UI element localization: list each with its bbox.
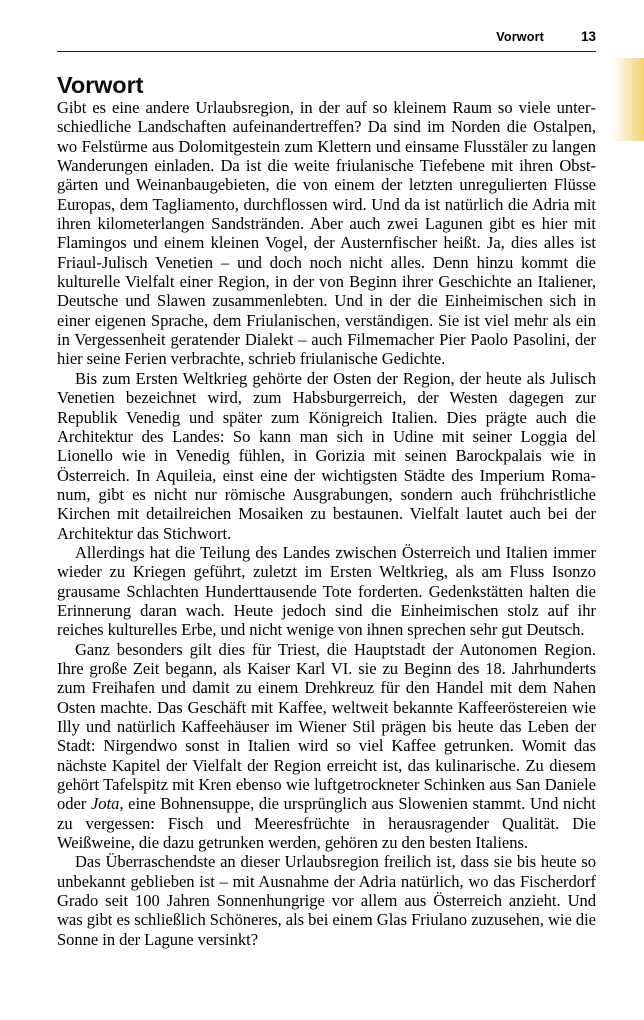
running-head: [57, 30, 596, 52]
paragraph-4: [57, 640, 596, 853]
page-number: 13: [581, 29, 596, 44]
paragraph-4-part-1: Ganz besonders gilt dies für Triest, die Hauptstadt der Autonomen Region. Ihre große Zeit begann, als Kaiser Karl VI. sie zu Beginn des 18. Jahrhunderts zum Freihafen und damit zu einem Drehkreuz für den Handel mit dem Nahen Osten machte. Das Geschäft mit Kaffee, weltweit bekannte Kaffeeröstereien wie Illy und natürlich Kaffeehäuser im Wiener Stil prägen bis heute das Leben der Stadt: Nirgendwo sonst in Italien wird so viel Kaffee getrunken. Womit das nächste Kapitel der Vielfalt der Region erreicht ist, das kulinarische. Zu diesem gehört Tafelspitz mit Kren ebenso wie luftgetrockneter Schinken aus San Daniele oder: [57, 639, 596, 814]
paragraph-1: Gibt es eine andere Urlaubsregion, in der auf so kleinem Raum so viele unterschiedliche Landschaften aufeinandertreffen? Da sind im Norden die Ostalpen, wo Felstürme aus Dolomitgestein zum Klettern und einsame Flusstäler zu langen Wanderungen einladen. Da ist die weite friulanische Tiefebene mit ihren Obstgärten und Weinanbaugebieten, die von einem der letzten unregulierten Flüsse Europas, dem Tagliamento, durchflossen wird. Und da ist natürlich die Adria mit ihren kilometerlangen Sandstränden. Aber auch zwei Lagunen gibt es hier mit Flamingos und einem kleinen Vogel, der Austernfischer heißt. Ja, dies alles ist Friaul-Julisch Venetien – und doch noch nicht alles. Denn hinzu kommt die kulturelle Vielfalt einer Region, in der von Beginn ihrer Geschichte an Italiener, Deutsche und Slawen zusammenlebten. Und in der die Einheimischen sich in einer eigenen Sprache, dem Friulanischen, verständigen. Sie ist viel mehr als ein in Vergessenheit geratender Dialekt – auch Filmemacher Pier Paolo Pasolini, der hier seine Ferien verbrachte, schrieb friulanische Gedichte.: [57, 98, 596, 369]
italic-term-jota: Jota: [90, 794, 120, 814]
paragraph-4-part-2: , eine Bohnensuppe, die ursprünglich aus Slowenien stammt. Und nicht zu vergessen: Fisch und Meeresfrüchte in herausragender Qualität. Die Weißweine, die dazu getrunken werden, gehören zu den besten Italiens.: [57, 794, 596, 853]
paragraph-5: Das Überraschendste an dieser Urlaubsregion freilich ist, dass sie bis heute so unbekannt geblieben ist – mit Ausnahme der Adria natürlich, wo das Fischerdorf Grado seit 100 Jahren Sonnenhungrige vor allem aus Österreich anzieht. Und was gibt es schließlich Schöneres, als bei einem Glas Friulano zuzusehen, wie die Sonne in der Lagune versinkt?: [57, 852, 596, 949]
running-head-title: Vorwort: [496, 30, 544, 44]
chapter-thumb-tab: [610, 58, 644, 141]
page-title: Vorwort: [57, 71, 144, 98]
paragraph-2: Bis zum Ersten Weltkrieg gehörte der Osten der Region, der heute als Julisch Venetien bezeichnet wird, zum Habsburgerreich, der Westen dagegen zur Republik Venedig und später zum Königreich Italien. Dies prägte auch die Architektur des Landes: So kann man sich in Udine mit seiner Loggia del Lionello wie in Venedig fühlen, in Gorizia mit seinen Barockpalais wie in Österreich. In Aquileia, einst eine der wichtigsten Städte des Imperium Romanum, gibt es nicht nur römische Ausgrabungen, sondern auch frühchristliche Kirchen mit detailreichen Mosaiken zu bestaunen. Vielfalt lautet auch bei der Architektur das Stichwort.: [57, 368, 596, 543]
paragraph-3: Allerdings hat die Teilung des Landes zwischen Österreich und Italien immer wieder zu Kriegen geführt, zuletzt im Ersten Weltkrieg, als am Fluss Isonzo grausame Schlachten Hunderttausende Tote forderten. Gedenkstätten halten die Erinnerung daran wach. Heute jedoch sind die Einheimischen stolz auf ihr reiches kulturelles Erbe, und nicht wenige von ihnen sprechen sehr gut Deutsch.: [57, 542, 596, 640]
body-text-column: [57, 98, 596, 949]
